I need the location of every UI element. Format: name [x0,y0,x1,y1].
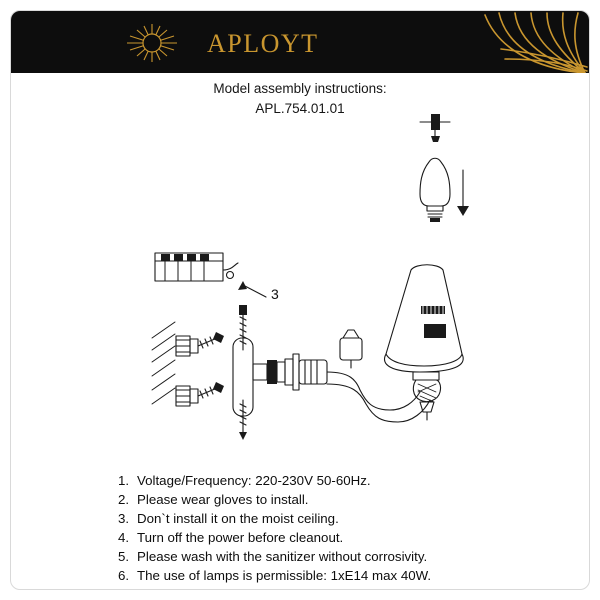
down-arrow-icon [457,170,469,216]
list-item-text: Turn off the power before cleanout. [137,530,344,545]
list-item-text: Voltage/Frequency: 220-230V 50-60Hz. [137,473,371,488]
screwdriver-tool-icon [420,114,450,142]
list-item-number: 1. [118,473,130,488]
list-item [118,529,538,546]
terminal-block [155,253,238,281]
gold-rays-decoration-icon [389,11,589,73]
list-item [118,491,538,508]
screw-lower [198,382,224,398]
list-item-number: 5. [118,549,130,564]
callout-leader-3 [238,281,266,297]
list-item-text: The use of lamps is permissible: 1xE14 max 40W. [137,568,432,583]
wall-anchor-upper [176,336,198,356]
instructions-list [118,472,538,586]
assembly-diagram [0,110,600,460]
e14-candle-bulb [420,158,450,222]
brand-name: APLOYT [207,29,319,58]
list-item-text: Please wear gloves to install. [137,492,309,507]
screw-top [239,305,247,350]
screw-upper [198,332,224,348]
list-item-number: 4. [118,530,130,545]
list-item-number: 3. [118,511,130,526]
list-item-number: 6. [118,568,130,583]
shade-finial [340,330,362,368]
arm-connector [253,354,327,390]
wall-anchor-lower [176,386,198,406]
model-code: APL.754.01.01 [255,101,345,116]
list-item [118,548,538,565]
wall-hatching [152,322,175,404]
list-item-text: Please wash with the sanitizer without corrosivity. [137,549,428,564]
lamp-shade [384,265,463,372]
list-item [118,510,538,527]
screw-bottom [239,400,247,440]
list-item [118,567,538,584]
callout-label-3: 3 [271,286,279,302]
list-item-number: 2. [118,492,130,507]
page-title: Model assembly instructions: [213,81,387,96]
brand-header-band [11,11,589,73]
sunburst-logo-icon [119,23,185,63]
list-item [118,472,538,489]
list-item-text: Don`t install it on the moist ceiling. [137,511,339,526]
